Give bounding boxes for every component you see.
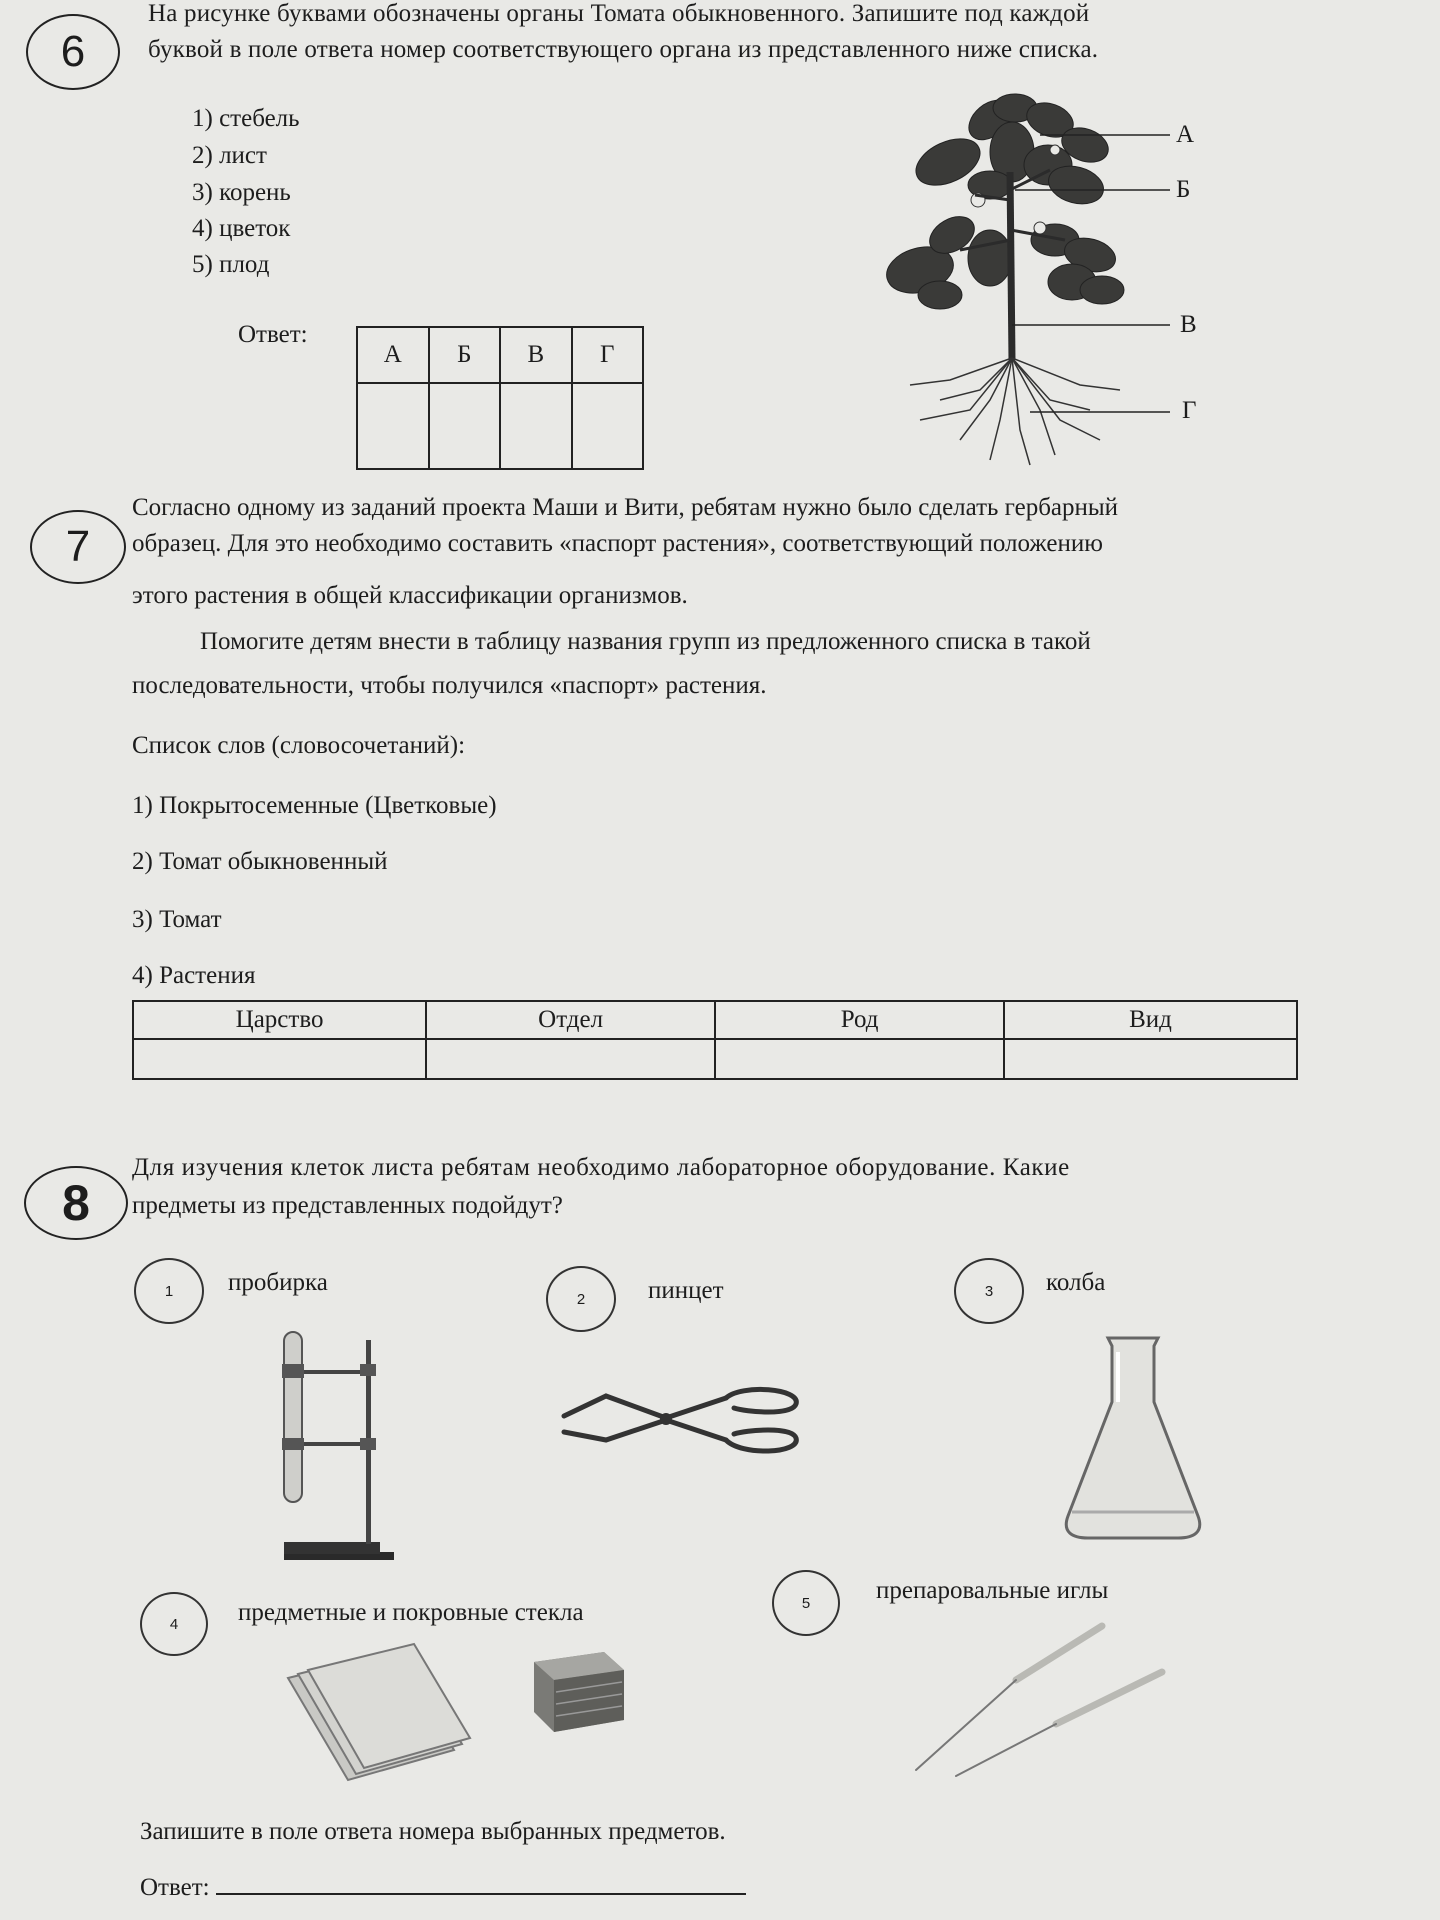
- q6-answer-cell-v[interactable]: [500, 383, 572, 469]
- q7-list-item-1: 1) Покрытосеменные (Цветковые): [132, 792, 497, 819]
- test-tube-illustration: [270, 1320, 410, 1560]
- q7-header-kingdom: Царство: [133, 1001, 426, 1039]
- item-4-number: 4: [140, 1592, 208, 1656]
- q7-answer-division[interactable]: [426, 1039, 715, 1079]
- item-5-number: 5: [772, 1570, 840, 1636]
- q7-header-species: Вид: [1004, 1001, 1297, 1039]
- q8-answer-label: Ответ:: [140, 1874, 210, 1901]
- item-4-label: предметные и покровные стекла: [238, 1599, 584, 1626]
- question-6-number: 6: [26, 14, 120, 90]
- item-5-label: препаровальные иглы: [876, 1577, 1109, 1604]
- q6-answer-cell-g[interactable]: [572, 383, 643, 469]
- glass-slides-illustration: [284, 1640, 644, 1790]
- q6-list-item-1: 1) стебель: [192, 105, 300, 132]
- q6-answer-cell-b[interactable]: [429, 383, 500, 469]
- q6-header-v: В: [500, 327, 572, 383]
- q7-para1-line-3: этого растения в общей классификации организмов.: [132, 582, 688, 609]
- item-2-label: пинцет: [648, 1277, 724, 1304]
- q7-para1-line-2: образец. Для это необходимо составить «паспорт растения», соответствующий положению: [132, 530, 1103, 557]
- figure-label-b: Б: [1176, 176, 1191, 203]
- q6-answer-label: Ответ:: [238, 321, 308, 348]
- item-2-number: 2: [546, 1266, 616, 1332]
- item-1-number: 1: [134, 1258, 204, 1324]
- q7-answer-kingdom[interactable]: [133, 1039, 426, 1079]
- q7-para2-line-2: последовательности, чтобы получился «паспорт» растения.: [132, 672, 767, 699]
- question-7-number: 7: [30, 510, 126, 584]
- q7-list-item-3: 3) Томат: [132, 906, 222, 933]
- q7-list-item-2: 2) Томат обыкновенный: [132, 848, 388, 875]
- q6-answer-cell-a[interactable]: [357, 383, 429, 469]
- q6-list-item-4: 4) цветок: [192, 215, 291, 242]
- q7-passport-table: [132, 1000, 1298, 1080]
- q6-answer-table: [356, 326, 644, 470]
- tomato-plant-illustration: [880, 90, 1200, 470]
- figure-label-g: Г: [1182, 397, 1197, 424]
- tongs-illustration: [556, 1368, 806, 1468]
- q6-text-line-1: На рисунке буквами обозначены органы Томата обыкновенного. Запишите под каждой: [148, 0, 1090, 27]
- q8-answer-line[interactable]: [216, 1871, 746, 1895]
- q8-text-line-2: предметы из представленных подойдут?: [132, 1192, 563, 1219]
- q6-text-line-2: буквой в поле ответа номер соответствующего органа из представленного ниже списка.: [148, 36, 1099, 63]
- item-3-label: колба: [1046, 1269, 1106, 1296]
- q7-answer-genus[interactable]: [715, 1039, 1004, 1079]
- item-1-label: пробирка: [228, 1269, 328, 1296]
- figure-label-a: А: [1176, 121, 1195, 148]
- q7-list-item-4: 4) Растения: [132, 962, 256, 989]
- q7-answer-species[interactable]: [1004, 1039, 1297, 1079]
- q7-list-title: Список слов (словосочетаний):: [132, 732, 466, 759]
- q6-header-a: А: [357, 327, 429, 383]
- q7-para1-line-1: Согласно одному из заданий проекта Маши и Вити, ребятам нужно было сделать гербарный: [132, 494, 1119, 521]
- q7-header-genus: Род: [715, 1001, 1004, 1039]
- q7-header-division: Отдел: [426, 1001, 715, 1039]
- q8-instruction: Запишите в поле ответа номера выбранных предметов.: [140, 1818, 726, 1845]
- question-8-number: 8: [24, 1166, 128, 1240]
- q6-list-item-3: 3) корень: [192, 179, 291, 206]
- q6-header-b: Б: [429, 327, 500, 383]
- figure-label-v: В: [1180, 311, 1197, 338]
- item-3-number: 3: [954, 1258, 1024, 1324]
- q6-list-item-5: 5) плод: [192, 251, 270, 278]
- q7-para2-line-1: Помогите детям внести в таблицу названия групп из предложенного списка в такой: [200, 628, 1091, 655]
- q6-header-g: Г: [572, 327, 643, 383]
- dissecting-needles-illustration: [906, 1620, 1176, 1780]
- q6-list-item-2: 2) лист: [192, 142, 267, 169]
- q8-answer-row: [140, 1870, 746, 1906]
- flask-illustration: [1058, 1332, 1208, 1542]
- q8-text-line-1: Для изучения клеток листа ребятам необходимо лабораторное оборудование. Какие: [132, 1154, 1070, 1181]
